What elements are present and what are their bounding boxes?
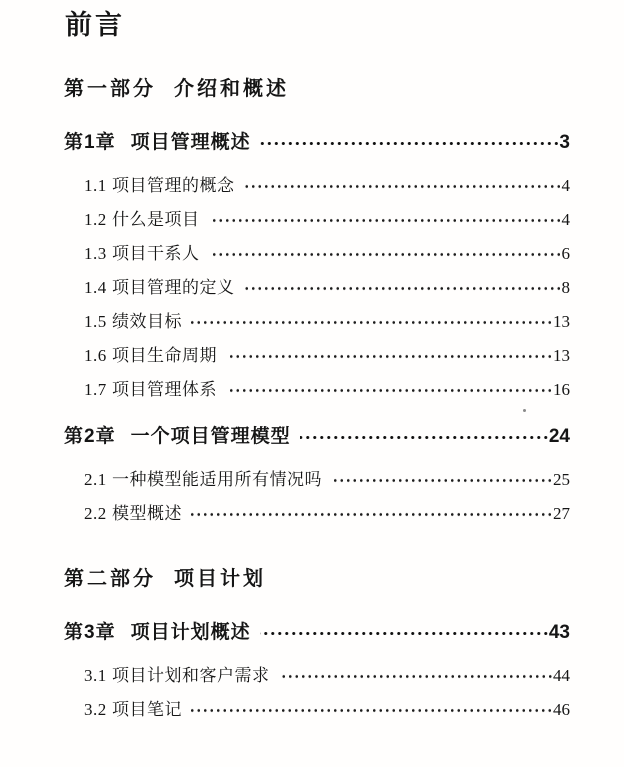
toc-item-row [64, 347, 570, 365]
toc-part-heading [64, 567, 570, 591]
item-title: 什么是项目 [112, 210, 200, 229]
dot-leader [244, 279, 562, 297]
chapter-title: 项目管理概述 [130, 132, 251, 153]
dot-leader [331, 471, 553, 489]
dot-leader [209, 245, 562, 263]
preface-heading: 前言 [65, 10, 125, 40]
page-number: 6 [561, 244, 570, 263]
chapter-label: 第1章 [64, 132, 116, 153]
toc-item-row [64, 211, 570, 229]
chapter-label: 第2章 [64, 426, 116, 447]
scan-artifact-speck [523, 409, 526, 412]
page-number: 24 [548, 426, 570, 447]
page-number: 4 [561, 210, 570, 229]
item-title: 项目管理体系 [112, 380, 217, 399]
item-number: 1.2 [84, 210, 107, 229]
dot-leader [209, 211, 562, 229]
toc-item-row [64, 313, 570, 331]
page-number: 43 [548, 622, 570, 643]
item-number: 1.7 [84, 380, 107, 399]
item-title: 项目管理的概念 [112, 176, 235, 195]
part-title: 介绍和概述 [174, 78, 289, 100]
part-label: 第一部分 [64, 78, 156, 100]
dot-leader [279, 667, 554, 685]
toc-chapter-row [64, 425, 570, 449]
page-number: 44 [553, 666, 570, 685]
page-number: 13 [553, 346, 570, 365]
item-title: 项目管理的定义 [112, 278, 235, 297]
page-number: 46 [553, 700, 570, 719]
toc-item-row [64, 505, 570, 523]
item-number: 1.3 [84, 244, 107, 263]
item-number: 1.4 [84, 278, 107, 297]
page-number: 13 [553, 312, 570, 331]
toc-item-row [64, 279, 570, 297]
dot-leader [226, 347, 553, 365]
page-number: 3 [559, 132, 570, 153]
page-number: 4 [561, 176, 570, 195]
page-number: 27 [553, 504, 570, 523]
part-label: 第二部分 [64, 568, 156, 590]
page-number: 16 [553, 380, 570, 399]
dot-leader [300, 425, 549, 449]
item-number: 3.1 [84, 666, 107, 685]
toc-item-row [64, 381, 570, 399]
table-of-contents [64, 77, 570, 719]
dot-leader [260, 621, 549, 645]
item-title: 项目生命周期 [112, 346, 217, 365]
dot-leader [191, 505, 553, 523]
toc-item-row [64, 471, 570, 489]
toc-item-row [64, 245, 570, 263]
dot-leader [191, 313, 553, 331]
item-title: 绩效目标 [112, 312, 182, 331]
item-title: 一种模型能适用所有情况吗 [112, 470, 322, 489]
toc-chapter-row [64, 131, 570, 155]
dot-leader [244, 177, 562, 195]
chapter-title: 一个项目管理模型 [130, 426, 291, 447]
page-number: 25 [553, 470, 570, 489]
toc-chapter-row [64, 621, 570, 645]
dot-leader [260, 131, 560, 155]
chapter-label: 第3章 [64, 622, 116, 643]
item-number: 2.2 [84, 504, 107, 523]
dot-leader [226, 381, 553, 399]
item-title: 项目干系人 [112, 244, 200, 263]
toc-item-row [64, 667, 570, 685]
toc-item-row [64, 177, 570, 195]
page-number: 8 [561, 278, 570, 297]
item-title: 项目笔记 [112, 700, 182, 719]
item-title: 项目计划和客户需求 [112, 666, 270, 685]
item-number: 2.1 [84, 470, 107, 489]
chapter-title: 项目计划概述 [130, 622, 251, 643]
item-number: 3.2 [84, 700, 107, 719]
toc-item-row [64, 701, 570, 719]
toc-part-heading [64, 77, 570, 101]
item-title: 模型概述 [112, 504, 182, 523]
item-number: 1.1 [84, 176, 107, 195]
dot-leader [191, 701, 553, 719]
part-title: 项目计划 [174, 568, 266, 590]
item-number: 1.5 [84, 312, 107, 331]
item-number: 1.6 [84, 346, 107, 365]
